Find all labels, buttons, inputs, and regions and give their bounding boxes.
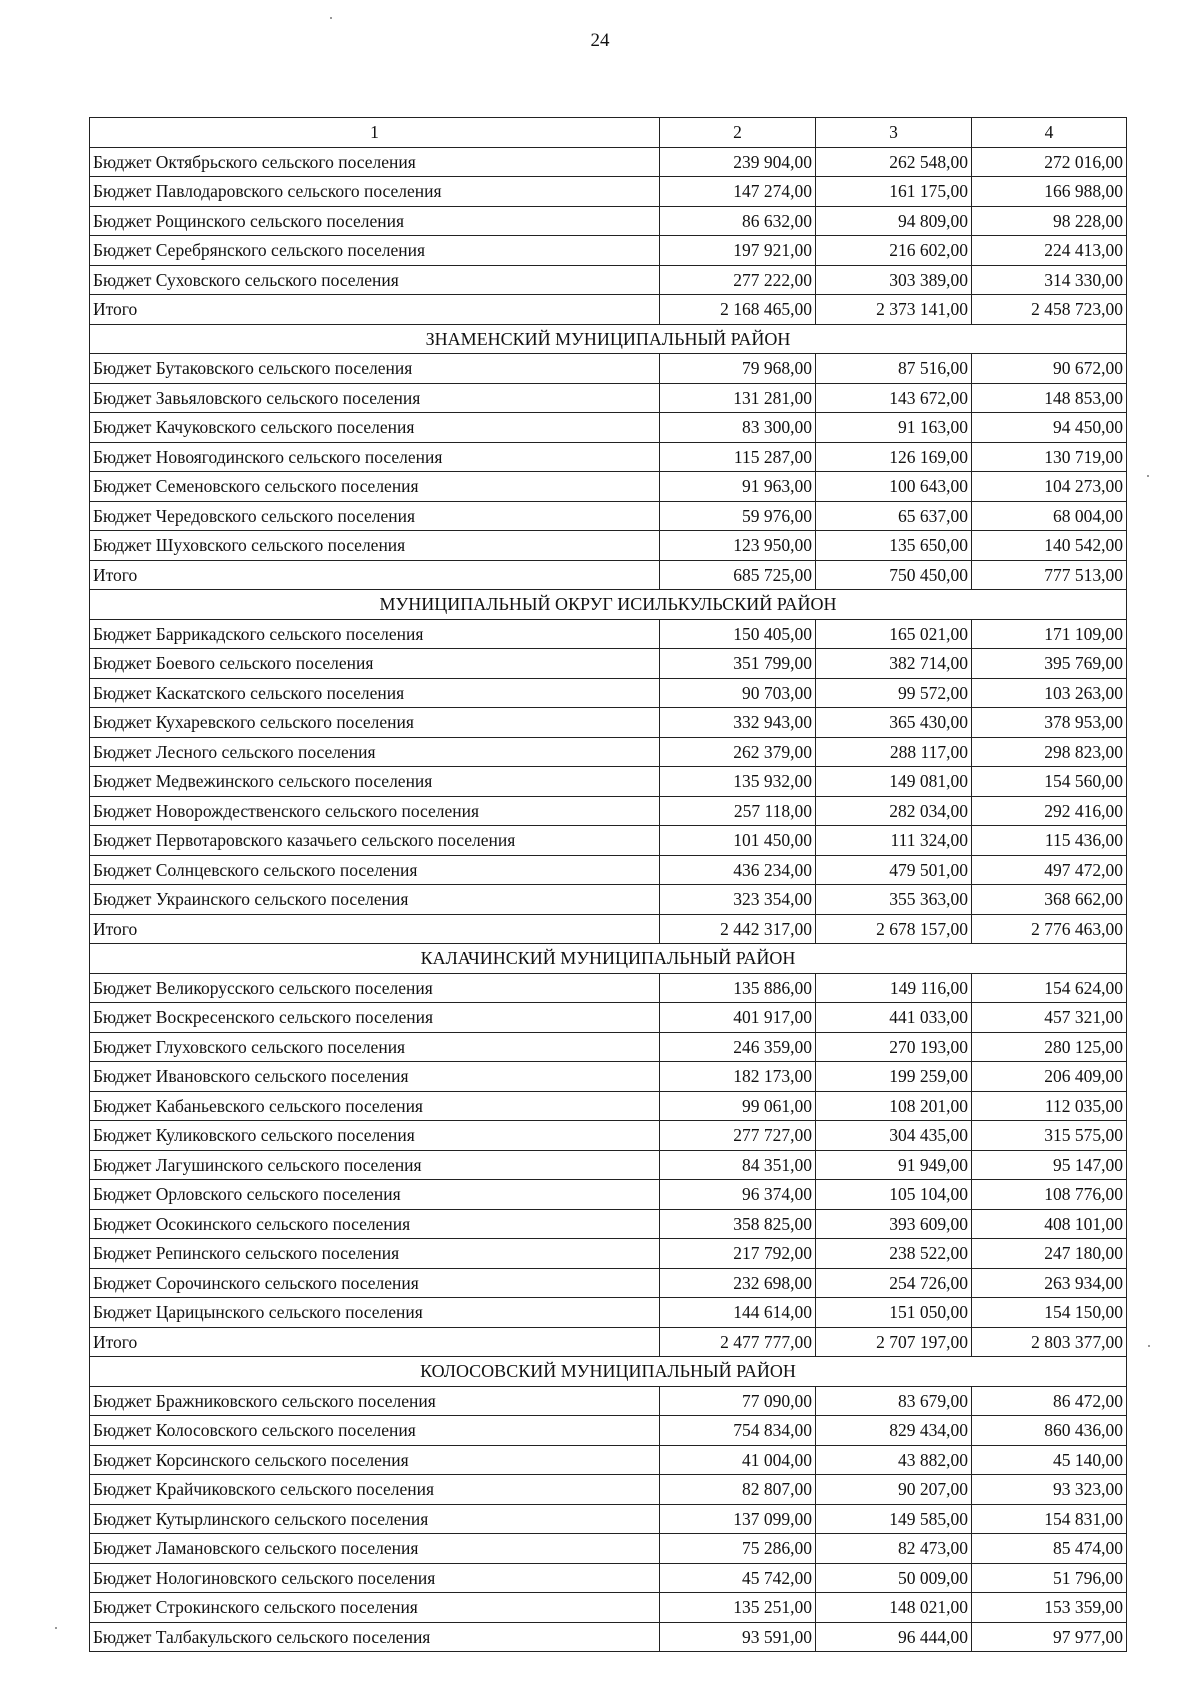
budget-name-cell: Бюджет Новорождественского сельского поселения: [90, 796, 660, 826]
table-row: [90, 796, 1127, 826]
amount-cell-col2: 135 251,00: [660, 1593, 816, 1623]
amount-cell-col4: 108 776,00: [972, 1180, 1127, 1210]
amount-cell-col2: 101 450,00: [660, 826, 816, 856]
amount-cell-col2: 99 061,00: [660, 1091, 816, 1121]
amount-cell-col3: 199 259,00: [816, 1062, 972, 1092]
table-row: [90, 1003, 1127, 1033]
amount-cell-col2: 277 222,00: [660, 265, 816, 295]
amount-cell-col4: 171 109,00: [972, 619, 1127, 649]
amount-cell-col4: 130 719,00: [972, 442, 1127, 472]
budget-name-cell: Итого: [90, 560, 660, 590]
table-row: [90, 1386, 1127, 1416]
amount-cell-col3: 65 637,00: [816, 501, 972, 531]
amount-cell-col3: 105 104,00: [816, 1180, 972, 1210]
amount-cell-col4: 140 542,00: [972, 531, 1127, 561]
amount-cell-col2: 135 886,00: [660, 973, 816, 1003]
amount-cell-col3: 262 548,00: [816, 147, 972, 177]
table-row: [90, 531, 1127, 561]
budget-name-cell: Бюджет Глуховского сельского поселения: [90, 1032, 660, 1062]
amount-cell-col4: 247 180,00: [972, 1239, 1127, 1269]
table-row: [90, 265, 1127, 295]
budget-name-cell: Бюджет Боевого сельского поселения: [90, 649, 660, 679]
table-row: [90, 442, 1127, 472]
amount-cell-col3: 43 882,00: [816, 1445, 972, 1475]
budget-name-cell: Бюджет Солнцевского сельского поселения: [90, 855, 660, 885]
table-row: [90, 177, 1127, 207]
amount-cell-col3: 2 373 141,00: [816, 295, 972, 325]
amount-cell-col3: 288 117,00: [816, 737, 972, 767]
amount-cell-col4: 98 228,00: [972, 206, 1127, 236]
amount-cell-col4: 368 662,00: [972, 885, 1127, 915]
amount-cell-col3: 216 602,00: [816, 236, 972, 266]
table-row: [90, 1091, 1127, 1121]
amount-cell-col4: 148 853,00: [972, 383, 1127, 413]
amount-cell-col4: 154 560,00: [972, 767, 1127, 797]
table-row: [90, 973, 1127, 1003]
amount-cell-col4: 97 977,00: [972, 1622, 1127, 1652]
section-title: КАЛАЧИНСКИЙ МУНИЦИПАЛЬНЫЙ РАЙОН: [90, 944, 1127, 974]
table-row: [90, 885, 1127, 915]
column-number: 3: [816, 118, 972, 148]
amount-cell-col4: 497 472,00: [972, 855, 1127, 885]
budget-name-cell: Бюджет Осокинского сельского поселения: [90, 1209, 660, 1239]
table-row: [90, 826, 1127, 856]
budget-name-cell: Итого: [90, 295, 660, 325]
amount-cell-col3: 2 707 197,00: [816, 1327, 972, 1357]
amount-cell-col3: 149 116,00: [816, 973, 972, 1003]
amount-cell-col3: 149 081,00: [816, 767, 972, 797]
amount-cell-col4: 112 035,00: [972, 1091, 1127, 1121]
column-number: 4: [972, 118, 1127, 148]
amount-cell-col4: 206 409,00: [972, 1062, 1127, 1092]
table-row: [90, 354, 1127, 384]
amount-cell-col2: 754 834,00: [660, 1416, 816, 1446]
table-row: [90, 1622, 1127, 1652]
amount-cell-col4: 860 436,00: [972, 1416, 1127, 1446]
budget-name-cell: Бюджет Царицынского сельского поселения: [90, 1298, 660, 1328]
amount-cell-col3: 90 207,00: [816, 1475, 972, 1505]
budget-name-cell: Бюджет Шуховского сельского поселения: [90, 531, 660, 561]
amount-cell-col2: 217 792,00: [660, 1239, 816, 1269]
budget-name-cell: Бюджет Каскатского сельского поселения: [90, 678, 660, 708]
amount-cell-col3: 2 678 157,00: [816, 914, 972, 944]
amount-cell-col4: 85 474,00: [972, 1534, 1127, 1564]
amount-cell-col3: 143 672,00: [816, 383, 972, 413]
amount-cell-col4: 94 450,00: [972, 413, 1127, 443]
amount-cell-col3: 151 050,00: [816, 1298, 972, 1328]
budget-table-body: [90, 118, 1127, 1652]
table-row: [90, 855, 1127, 885]
budget-name-cell: Бюджет Суховского сельского поселения: [90, 265, 660, 295]
amount-cell-col3: 441 033,00: [816, 1003, 972, 1033]
budget-name-cell: Бюджет Завьяловского сельского поселения: [90, 383, 660, 413]
budget-name-cell: Бюджет Куликовского сельского поселения: [90, 1121, 660, 1151]
table-row: [90, 1563, 1127, 1593]
column-number-row: [90, 118, 1127, 148]
amount-cell-col2: 90 703,00: [660, 678, 816, 708]
table-row: [90, 501, 1127, 531]
table-row: [90, 1534, 1127, 1564]
amount-cell-col4: 166 988,00: [972, 177, 1127, 207]
amount-cell-col2: 115 287,00: [660, 442, 816, 472]
amount-cell-col2: 144 614,00: [660, 1298, 816, 1328]
amount-cell-col2: 147 274,00: [660, 177, 816, 207]
table-row: [90, 1150, 1127, 1180]
column-number: 1: [90, 118, 660, 148]
amount-cell-col3: 108 201,00: [816, 1091, 972, 1121]
table-row: [90, 1504, 1127, 1534]
amount-cell-col3: 148 021,00: [816, 1593, 972, 1623]
amount-cell-col2: 77 090,00: [660, 1386, 816, 1416]
section-header-row: [90, 1357, 1127, 1387]
amount-cell-col2: 123 950,00: [660, 531, 816, 561]
section-title: МУНИЦИПАЛЬНЫЙ ОКРУГ ИСИЛЬКУЛЬСКИЙ РАЙОН: [90, 590, 1127, 620]
amount-cell-col3: 149 585,00: [816, 1504, 972, 1534]
total-row: [90, 1327, 1127, 1357]
table-row: [90, 1445, 1127, 1475]
amount-cell-col2: 197 921,00: [660, 236, 816, 266]
amount-cell-col3: 254 726,00: [816, 1268, 972, 1298]
amount-cell-col3: 94 809,00: [816, 206, 972, 236]
budget-name-cell: Бюджет Серебрянского сельского поселения: [90, 236, 660, 266]
amount-cell-col2: 82 807,00: [660, 1475, 816, 1505]
amount-cell-col2: 84 351,00: [660, 1150, 816, 1180]
table-row: [90, 1593, 1127, 1623]
table-row: [90, 1416, 1127, 1446]
budget-name-cell: Бюджет Чередовского сельского поселения: [90, 501, 660, 531]
amount-cell-col4: 292 416,00: [972, 796, 1127, 826]
amount-cell-col2: 436 234,00: [660, 855, 816, 885]
budget-name-cell: Бюджет Бутаковского сельского поселения: [90, 354, 660, 384]
amount-cell-col4: 153 359,00: [972, 1593, 1127, 1623]
amount-cell-col3: 365 430,00: [816, 708, 972, 738]
amount-cell-col2: 332 943,00: [660, 708, 816, 738]
budget-name-cell: Бюджет Колосовского сельского поселения: [90, 1416, 660, 1446]
budget-name-cell: Бюджет Корсинского сельского поселения: [90, 1445, 660, 1475]
budget-name-cell: Бюджет Семеновского сельского поселения: [90, 472, 660, 502]
amount-cell-col2: 239 904,00: [660, 147, 816, 177]
amount-cell-col4: 272 016,00: [972, 147, 1127, 177]
budget-name-cell: Бюджет Ивановского сельского поселения: [90, 1062, 660, 1092]
total-row: [90, 914, 1127, 944]
amount-cell-col4: 2 458 723,00: [972, 295, 1127, 325]
amount-cell-col3: 135 650,00: [816, 531, 972, 561]
amount-cell-col4: 103 263,00: [972, 678, 1127, 708]
budget-name-cell: Бюджет Медвежинского сельского поселения: [90, 767, 660, 797]
amount-cell-col2: 685 725,00: [660, 560, 816, 590]
amount-cell-col2: 86 632,00: [660, 206, 816, 236]
table-row: [90, 1062, 1127, 1092]
amount-cell-col4: 314 330,00: [972, 265, 1127, 295]
amount-cell-col4: 154 624,00: [972, 973, 1127, 1003]
budget-name-cell: Бюджет Строкинского сельского поселения: [90, 1593, 660, 1623]
amount-cell-col4: 224 413,00: [972, 236, 1127, 266]
amount-cell-col4: 315 575,00: [972, 1121, 1127, 1151]
amount-cell-col3: 126 169,00: [816, 442, 972, 472]
budget-name-cell: Бюджет Нологиновского сельского поселения: [90, 1563, 660, 1593]
amount-cell-col4: 378 953,00: [972, 708, 1127, 738]
amount-cell-col3: 82 473,00: [816, 1534, 972, 1564]
amount-cell-col4: 51 796,00: [972, 1563, 1127, 1593]
budget-name-cell: Бюджет Ламановского сельского поселения: [90, 1534, 660, 1564]
amount-cell-col4: 263 934,00: [972, 1268, 1127, 1298]
budget-name-cell: Бюджет Кухаревского сельского поселения: [90, 708, 660, 738]
amount-cell-col3: 829 434,00: [816, 1416, 972, 1446]
budget-name-cell: Бюджет Лагушинского сельского поселения: [90, 1150, 660, 1180]
section-header-row: [90, 324, 1127, 354]
table-row: [90, 206, 1127, 236]
amount-cell-col2: 91 963,00: [660, 472, 816, 502]
budget-name-cell: Бюджет Талбакульского сельского поселения: [90, 1622, 660, 1652]
amount-cell-col3: 83 679,00: [816, 1386, 972, 1416]
table-row: [90, 1180, 1127, 1210]
amount-cell-col3: 238 522,00: [816, 1239, 972, 1269]
budget-name-cell: Бюджет Бражниковского сельского поселения: [90, 1386, 660, 1416]
amount-cell-col2: 2 168 465,00: [660, 295, 816, 325]
budget-name-cell: Бюджет Кабаньевского сельского поселения: [90, 1091, 660, 1121]
amount-cell-col3: 91 949,00: [816, 1150, 972, 1180]
budget-name-cell: Бюджет Октябрьского сельского поселения: [90, 147, 660, 177]
budget-name-cell: Итого: [90, 914, 660, 944]
amount-cell-col4: 395 769,00: [972, 649, 1127, 679]
table-row: [90, 472, 1127, 502]
amount-cell-col3: 304 435,00: [816, 1121, 972, 1151]
table-row: [90, 708, 1127, 738]
table-row: [90, 1239, 1127, 1269]
budget-name-cell: Итого: [90, 1327, 660, 1357]
table-row: [90, 619, 1127, 649]
amount-cell-col2: 277 727,00: [660, 1121, 816, 1151]
budget-name-cell: Бюджет Украинского сельского поселения: [90, 885, 660, 915]
budget-name-cell: Бюджет Павлодаровского сельского поселения: [90, 177, 660, 207]
budget-name-cell: Бюджет Репинского сельского поселения: [90, 1239, 660, 1269]
amount-cell-col4: 408 101,00: [972, 1209, 1127, 1239]
amount-cell-col4: 154 150,00: [972, 1298, 1127, 1328]
page-number: 24: [590, 30, 610, 51]
amount-cell-col2: 246 359,00: [660, 1032, 816, 1062]
amount-cell-col3: 165 021,00: [816, 619, 972, 649]
table-row: [90, 678, 1127, 708]
table-row: [90, 1032, 1127, 1062]
scan-speck: [55, 1627, 57, 1629]
budget-name-cell: Бюджет Первотаровского казачьего сельского поселения: [90, 826, 660, 856]
amount-cell-col3: 355 363,00: [816, 885, 972, 915]
amount-cell-col2: 358 825,00: [660, 1209, 816, 1239]
amount-cell-col2: 150 405,00: [660, 619, 816, 649]
amount-cell-col2: 182 173,00: [660, 1062, 816, 1092]
amount-cell-col4: 93 323,00: [972, 1475, 1127, 1505]
amount-cell-col2: 257 118,00: [660, 796, 816, 826]
amount-cell-col3: 96 444,00: [816, 1622, 972, 1652]
amount-cell-col2: 351 799,00: [660, 649, 816, 679]
amount-cell-col4: 777 513,00: [972, 560, 1127, 590]
budget-name-cell: Бюджет Лесного сельского поселения: [90, 737, 660, 767]
table-row: [90, 383, 1127, 413]
budget-name-cell: Бюджет Крайчиковского сельского поселения: [90, 1475, 660, 1505]
table-row: [90, 1209, 1127, 1239]
amount-cell-col2: 96 374,00: [660, 1180, 816, 1210]
amount-cell-col3: 161 175,00: [816, 177, 972, 207]
table-row: [90, 236, 1127, 266]
amount-cell-col4: 90 672,00: [972, 354, 1127, 384]
amount-cell-col4: 457 321,00: [972, 1003, 1127, 1033]
table-row: [90, 649, 1127, 679]
amount-cell-col2: 131 281,00: [660, 383, 816, 413]
amount-cell-col3: 50 009,00: [816, 1563, 972, 1593]
amount-cell-col3: 99 572,00: [816, 678, 972, 708]
budget-name-cell: Бюджет Орловского сельского поселения: [90, 1180, 660, 1210]
amount-cell-col2: 135 932,00: [660, 767, 816, 797]
table-row: [90, 1268, 1127, 1298]
amount-cell-col3: 270 193,00: [816, 1032, 972, 1062]
amount-cell-col3: 303 389,00: [816, 265, 972, 295]
amount-cell-col4: 2 803 377,00: [972, 1327, 1127, 1357]
amount-cell-col3: 111 324,00: [816, 826, 972, 856]
amount-cell-col3: 91 163,00: [816, 413, 972, 443]
scan-speck: [1147, 475, 1149, 477]
amount-cell-col2: 2 442 317,00: [660, 914, 816, 944]
table-row: [90, 737, 1127, 767]
amount-cell-col4: 2 776 463,00: [972, 914, 1127, 944]
total-row: [90, 560, 1127, 590]
budget-table: [89, 117, 1127, 1652]
amount-cell-col2: 83 300,00: [660, 413, 816, 443]
amount-cell-col3: 100 643,00: [816, 472, 972, 502]
amount-cell-col2: 41 004,00: [660, 1445, 816, 1475]
table-row: [90, 1298, 1127, 1328]
table-row: [90, 1121, 1127, 1151]
scan-speck: [1148, 1345, 1150, 1347]
budget-name-cell: Бюджет Великорусского сельского поселения: [90, 973, 660, 1003]
amount-cell-col4: 298 823,00: [972, 737, 1127, 767]
section-title: КОЛОСОВСКИЙ МУНИЦИПАЛЬНЫЙ РАЙОН: [90, 1357, 1127, 1387]
amount-cell-col4: 280 125,00: [972, 1032, 1127, 1062]
amount-cell-col2: 137 099,00: [660, 1504, 816, 1534]
amount-cell-col4: 45 140,00: [972, 1445, 1127, 1475]
column-number: 2: [660, 118, 816, 148]
amount-cell-col2: 401 917,00: [660, 1003, 816, 1033]
budget-name-cell: Бюджет Качуковского сельского поселения: [90, 413, 660, 443]
section-header-row: [90, 944, 1127, 974]
section-title: ЗНАМЕНСКИЙ МУНИЦИПАЛЬНЫЙ РАЙОН: [90, 324, 1127, 354]
total-row: [90, 295, 1127, 325]
budget-name-cell: Бюджет Воскресенского сельского поселения: [90, 1003, 660, 1033]
amount-cell-col3: 382 714,00: [816, 649, 972, 679]
budget-name-cell: Бюджет Сорочинского сельского поселения: [90, 1268, 660, 1298]
budget-name-cell: Бюджет Новоягодинского сельского поселения: [90, 442, 660, 472]
amount-cell-col4: 104 273,00: [972, 472, 1127, 502]
amount-cell-col4: 95 147,00: [972, 1150, 1127, 1180]
table-row: [90, 1475, 1127, 1505]
amount-cell-col3: 87 516,00: [816, 354, 972, 384]
section-header-row: [90, 590, 1127, 620]
amount-cell-col2: 79 968,00: [660, 354, 816, 384]
amount-cell-col3: 479 501,00: [816, 855, 972, 885]
amount-cell-col2: 59 976,00: [660, 501, 816, 531]
budget-name-cell: Бюджет Рощинского сельского поселения: [90, 206, 660, 236]
amount-cell-col2: 45 742,00: [660, 1563, 816, 1593]
amount-cell-col2: 323 354,00: [660, 885, 816, 915]
table-row: [90, 147, 1127, 177]
amount-cell-col2: 232 698,00: [660, 1268, 816, 1298]
amount-cell-col2: 262 379,00: [660, 737, 816, 767]
amount-cell-col4: 154 831,00: [972, 1504, 1127, 1534]
table-row: [90, 767, 1127, 797]
budget-name-cell: Бюджет Кутырлинского сельского поселения: [90, 1504, 660, 1534]
amount-cell-col4: 115 436,00: [972, 826, 1127, 856]
amount-cell-col3: 282 034,00: [816, 796, 972, 826]
amount-cell-col2: 75 286,00: [660, 1534, 816, 1564]
table-row: [90, 413, 1127, 443]
scan-speck: [330, 17, 332, 19]
amount-cell-col2: 93 591,00: [660, 1622, 816, 1652]
amount-cell-col3: 750 450,00: [816, 560, 972, 590]
amount-cell-col4: 86 472,00: [972, 1386, 1127, 1416]
amount-cell-col4: 68 004,00: [972, 501, 1127, 531]
amount-cell-col3: 393 609,00: [816, 1209, 972, 1239]
budget-name-cell: Бюджет Баррикадского сельского поселения: [90, 619, 660, 649]
amount-cell-col2: 2 477 777,00: [660, 1327, 816, 1357]
